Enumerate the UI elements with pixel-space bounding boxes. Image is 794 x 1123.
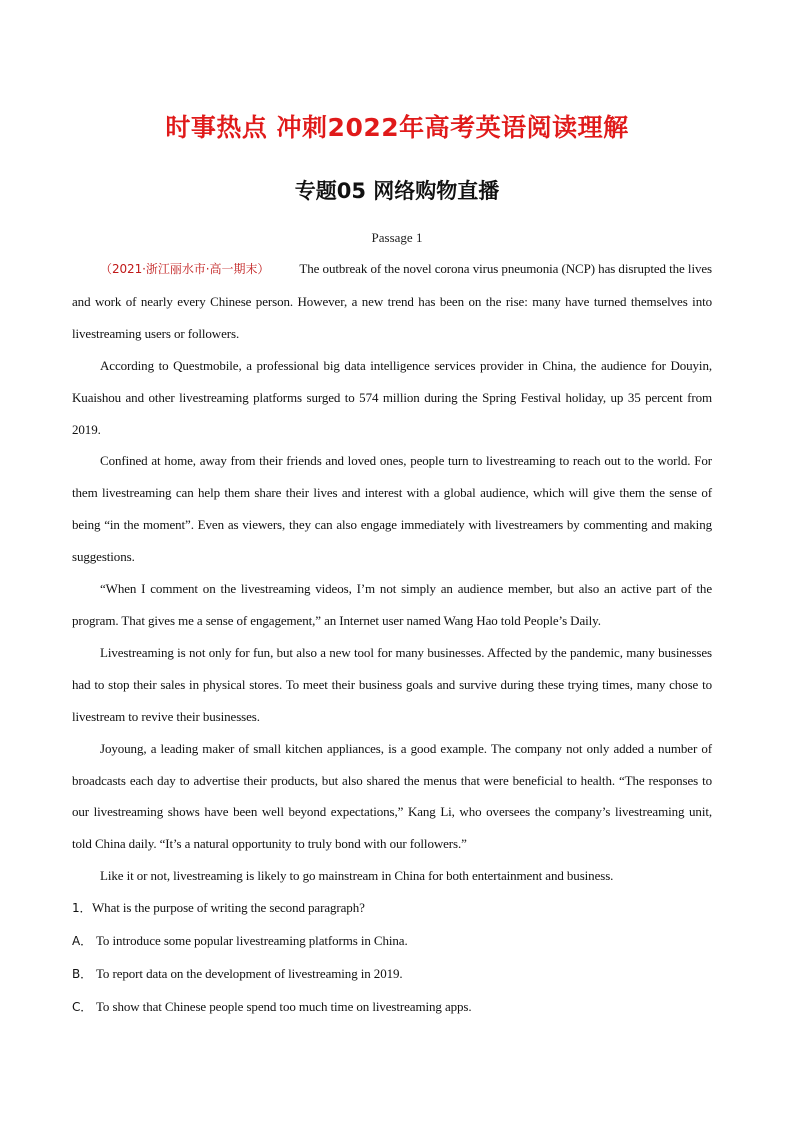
passage-paragraph-7: Like it or not, livestreaming is likely to go mainstream in China for both entertainment and business. (100, 868, 614, 884)
option-text: To show that Chinese people spend too much time on livestreaming apps. (96, 998, 472, 1014)
passage-paragraph-1 (72, 253, 712, 350)
option-c (72, 991, 712, 1024)
passage-paragraph-3: Confined at home, away from their friends and loved ones, people turn to livestreaming to reach out to the world. For them livestreaming can help them share their lives and interest with a global audience, which will give them the sense of being “in the moment”. Even as viewers, they can also engage immediately with livestreamers by commenting and making suggestions. (72, 453, 712, 565)
question-text: What is the purpose of writing the second paragraph? (92, 900, 365, 916)
option-letter: B． (72, 966, 93, 981)
source-tag: （2021·浙江丽水市·高一期末） (100, 262, 270, 276)
passage-label: Passage 1 (371, 230, 423, 245)
option-letter: A． (72, 934, 93, 949)
sub-title: 专题05 网络购物直播 (294, 179, 500, 203)
main-title: 时事热点 冲刺2022年高考英语阅读理解 (165, 113, 629, 142)
passage-paragraph-5: Livestreaming is not only for fun, but also a new tool for many businesses. Affected by the pandemic, many businesses had to stop their sales in physical stores. To meet their business goals and survive during these trying times, many chose to livestream to revive their businesses. (72, 644, 712, 724)
passage-paragraph-6: Joyoung, a leading maker of small kitchen appliances, is a good example. The company not only added a number of broadcasts each day to advertise their products, but also shared the menus that were beneficial to health. “The responses to our livestreaming shows have been well beyond expectations,” Kang Li, who oversees the company’s livestreaming unit, told China daily. “It’s a natural opportunity to truly bond with our followers.” (72, 740, 712, 852)
question-number: 1． (72, 901, 92, 916)
question-1 (72, 892, 712, 925)
passage-paragraph-4: “When I comment on the livestreaming videos, I’m not simply an audience member, but also an active part of the program. That gives me a sense of engagement,” an Internet user named Wang Hao told People’s Daily. (72, 581, 712, 628)
option-text: To report data on the development of livestreaming in 2019. (96, 965, 403, 981)
option-b (72, 958, 712, 991)
option-text: To introduce some popular livestreaming platforms in China. (96, 933, 408, 949)
option-a (72, 925, 712, 958)
paragraph-text: The outbreak of the novel corona virus pneumonia (NCP) has disrupted the lives and work of nearly every Chinese person. However, a new trend has been on the rise: many have turned themselves into livestreaming users or followers. (72, 261, 712, 341)
option-letter: C． (72, 999, 93, 1014)
passage-paragraph-2: According to Questmobile, a professional big data intelligence services provider in China, the audience for Douyin, Kuaishou and other livestreaming platforms surged to 574 million during the Spring Festival holiday, up 35 percent from 2019. (72, 357, 712, 437)
passage-content (72, 253, 712, 1024)
